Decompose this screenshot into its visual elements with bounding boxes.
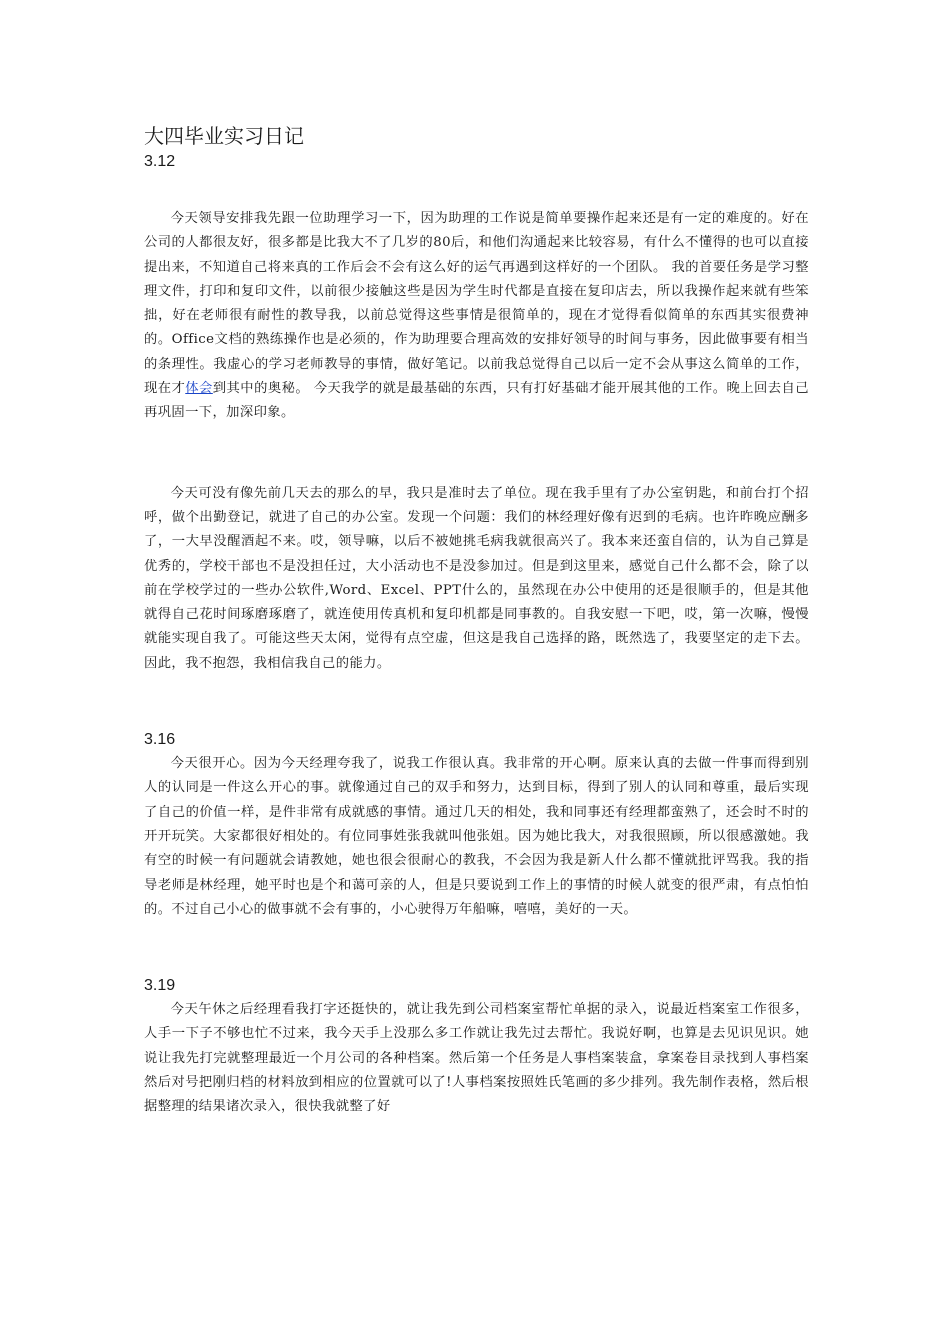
entry-date: 3.16: [144, 731, 176, 749]
inline-link[interactable]: 体会: [185, 381, 213, 397]
paragraph-text: 今天领导安排我先跟一位助理学习一下，因为助理的工作说是简单要操作起来还是有一定的难度的。好在公司的人都很友好，很多都是比我大不了几岁的80后，和他们沟通起来比较容易，有什么不懂得的也可以直接提出来，不知道自己将来真的工作后会不会有这么好的运气再遇到这样好的一个团队。 我的首要任务是学习整理文件，打印和复印文件，以前很少接触这些是因为学生时代都是直接在复印店去，所以我操作起来就有些笨拙，好在老师很有耐性的教导我，以前总觉得这些事情是很简单的，现在才觉得看似简单的东西其实很费神的。Office文档的熟练操作也是必须的，作为助理要合理高效的安排好领导的时间与事务，因此做事要有相当的条理性。我虚心的学习老师教导的事情，做好笔记。以前我总觉得自己以后一定不会从事这么简单的工作，现在才: [144, 211, 809, 397]
document-page: [144, 122, 809, 1120]
entry-paragraph: [144, 752, 809, 922]
diary-entry: [144, 974, 809, 1119]
diary-entry: [144, 728, 809, 922]
diary-entry: [144, 150, 809, 676]
entry-date: 3.12: [144, 153, 176, 170]
paragraph-text: 今天午休之后经理看我打字还挺快的，就让我先到公司档案室帮忙单据的录入，说最近档案室工作很多，人手一下子不够也忙不过来，我今天手上没那么多工作就让我先过去帮忙。我说好啊，也算是去见识见识。她说让我先打完就整理最近一个月公司的各种档案。然后第一个任务是人事档案装盒，拿案卷目录找到人事档案然后对号把刚归档的材料放到相应的位置就可以了!人事档案按照姓氏笔画的多少排列。我先制作表格，然后根据整理的结果诸次录入，很快我就整了好: [144, 1002, 809, 1115]
document-title: 大四毕业实习日记: [144, 124, 304, 148]
paragraph-text: 到其中的奥秘。 今天我学的就是最基础的东西，只有打好基础才能开展其他的工作。晚上回去自己再巩固一下，加深印象。: [144, 381, 809, 421]
entry-date: 3.19: [144, 977, 176, 995]
paragraph-text: 今天很开心。因为今天经理夸我了，说我工作很认真。我非常的开心啊。原来认真的去做一件事而得到别人的认同是一件这么开心的事。就像通过自己的双手和努力，达到目标，得到了别人的认同和尊重，最后实现了自己的价值一样，是件非常有成就感的事情。通过几天的相处，我和同事还有经理都蛮熟了，还会时不时的开开玩笑。大家都很好相处的。有位同事姓张我就叫他张姐。因为她比我大，对我很照顾，所以很感激她。我有空的时候一有问题就会请教她，她也很会很耐心的教我，不会因为我是新人什么都不懂就批评骂我。我的指导老师是林经理，她平时也是个和蔼可亲的人，但是只要说到工作上的事情的时候人就变的很严肃，有点怕怕的。不过自己小心的做事就不会有事的，小心驶得万年船嘛，嘻嘻，美好的一天。: [144, 756, 809, 917]
entry-paragraph: [144, 207, 809, 426]
paragraph-text: 今天可没有像先前几天去的那么的早，我只是准时去了单位。现在我手里有了办公室钥匙，和前台打个招呼，做个出勤登记，就进了自己的办公室。发现一个问题：我们的林经理好像有迟到的毛病。也许昨晚应酬多了，一大早没醒酒起不来。哎，领导嘛，以后不被她挑毛病我就很高兴了。我本来还蛮自信的，认为自己算是优秀的，学校干部也不是没担任过，大小活动也不是没参加过。但是到这里来，感觉自己什么都不会，除了以前在学校学过的一些办公软件,Word、Excel、PPT什么的，虽然现在办公中使用的还是很顺手的，但是其他就得自己花时间琢磨琢磨了，就连使用传真机和复印机都是同事教的。自我安慰一下吧，哎，第一次嘛，慢慢就能实现自我了。可能这些天太闲，觉得有点空虚，但这是我自己选择的路，既然选了，我要坚定的走下去。因此，我不抱怨，我相信我自己的能力。: [144, 485, 809, 671]
entry-paragraph: [144, 482, 809, 676]
entry-paragraph: [144, 998, 809, 1119]
